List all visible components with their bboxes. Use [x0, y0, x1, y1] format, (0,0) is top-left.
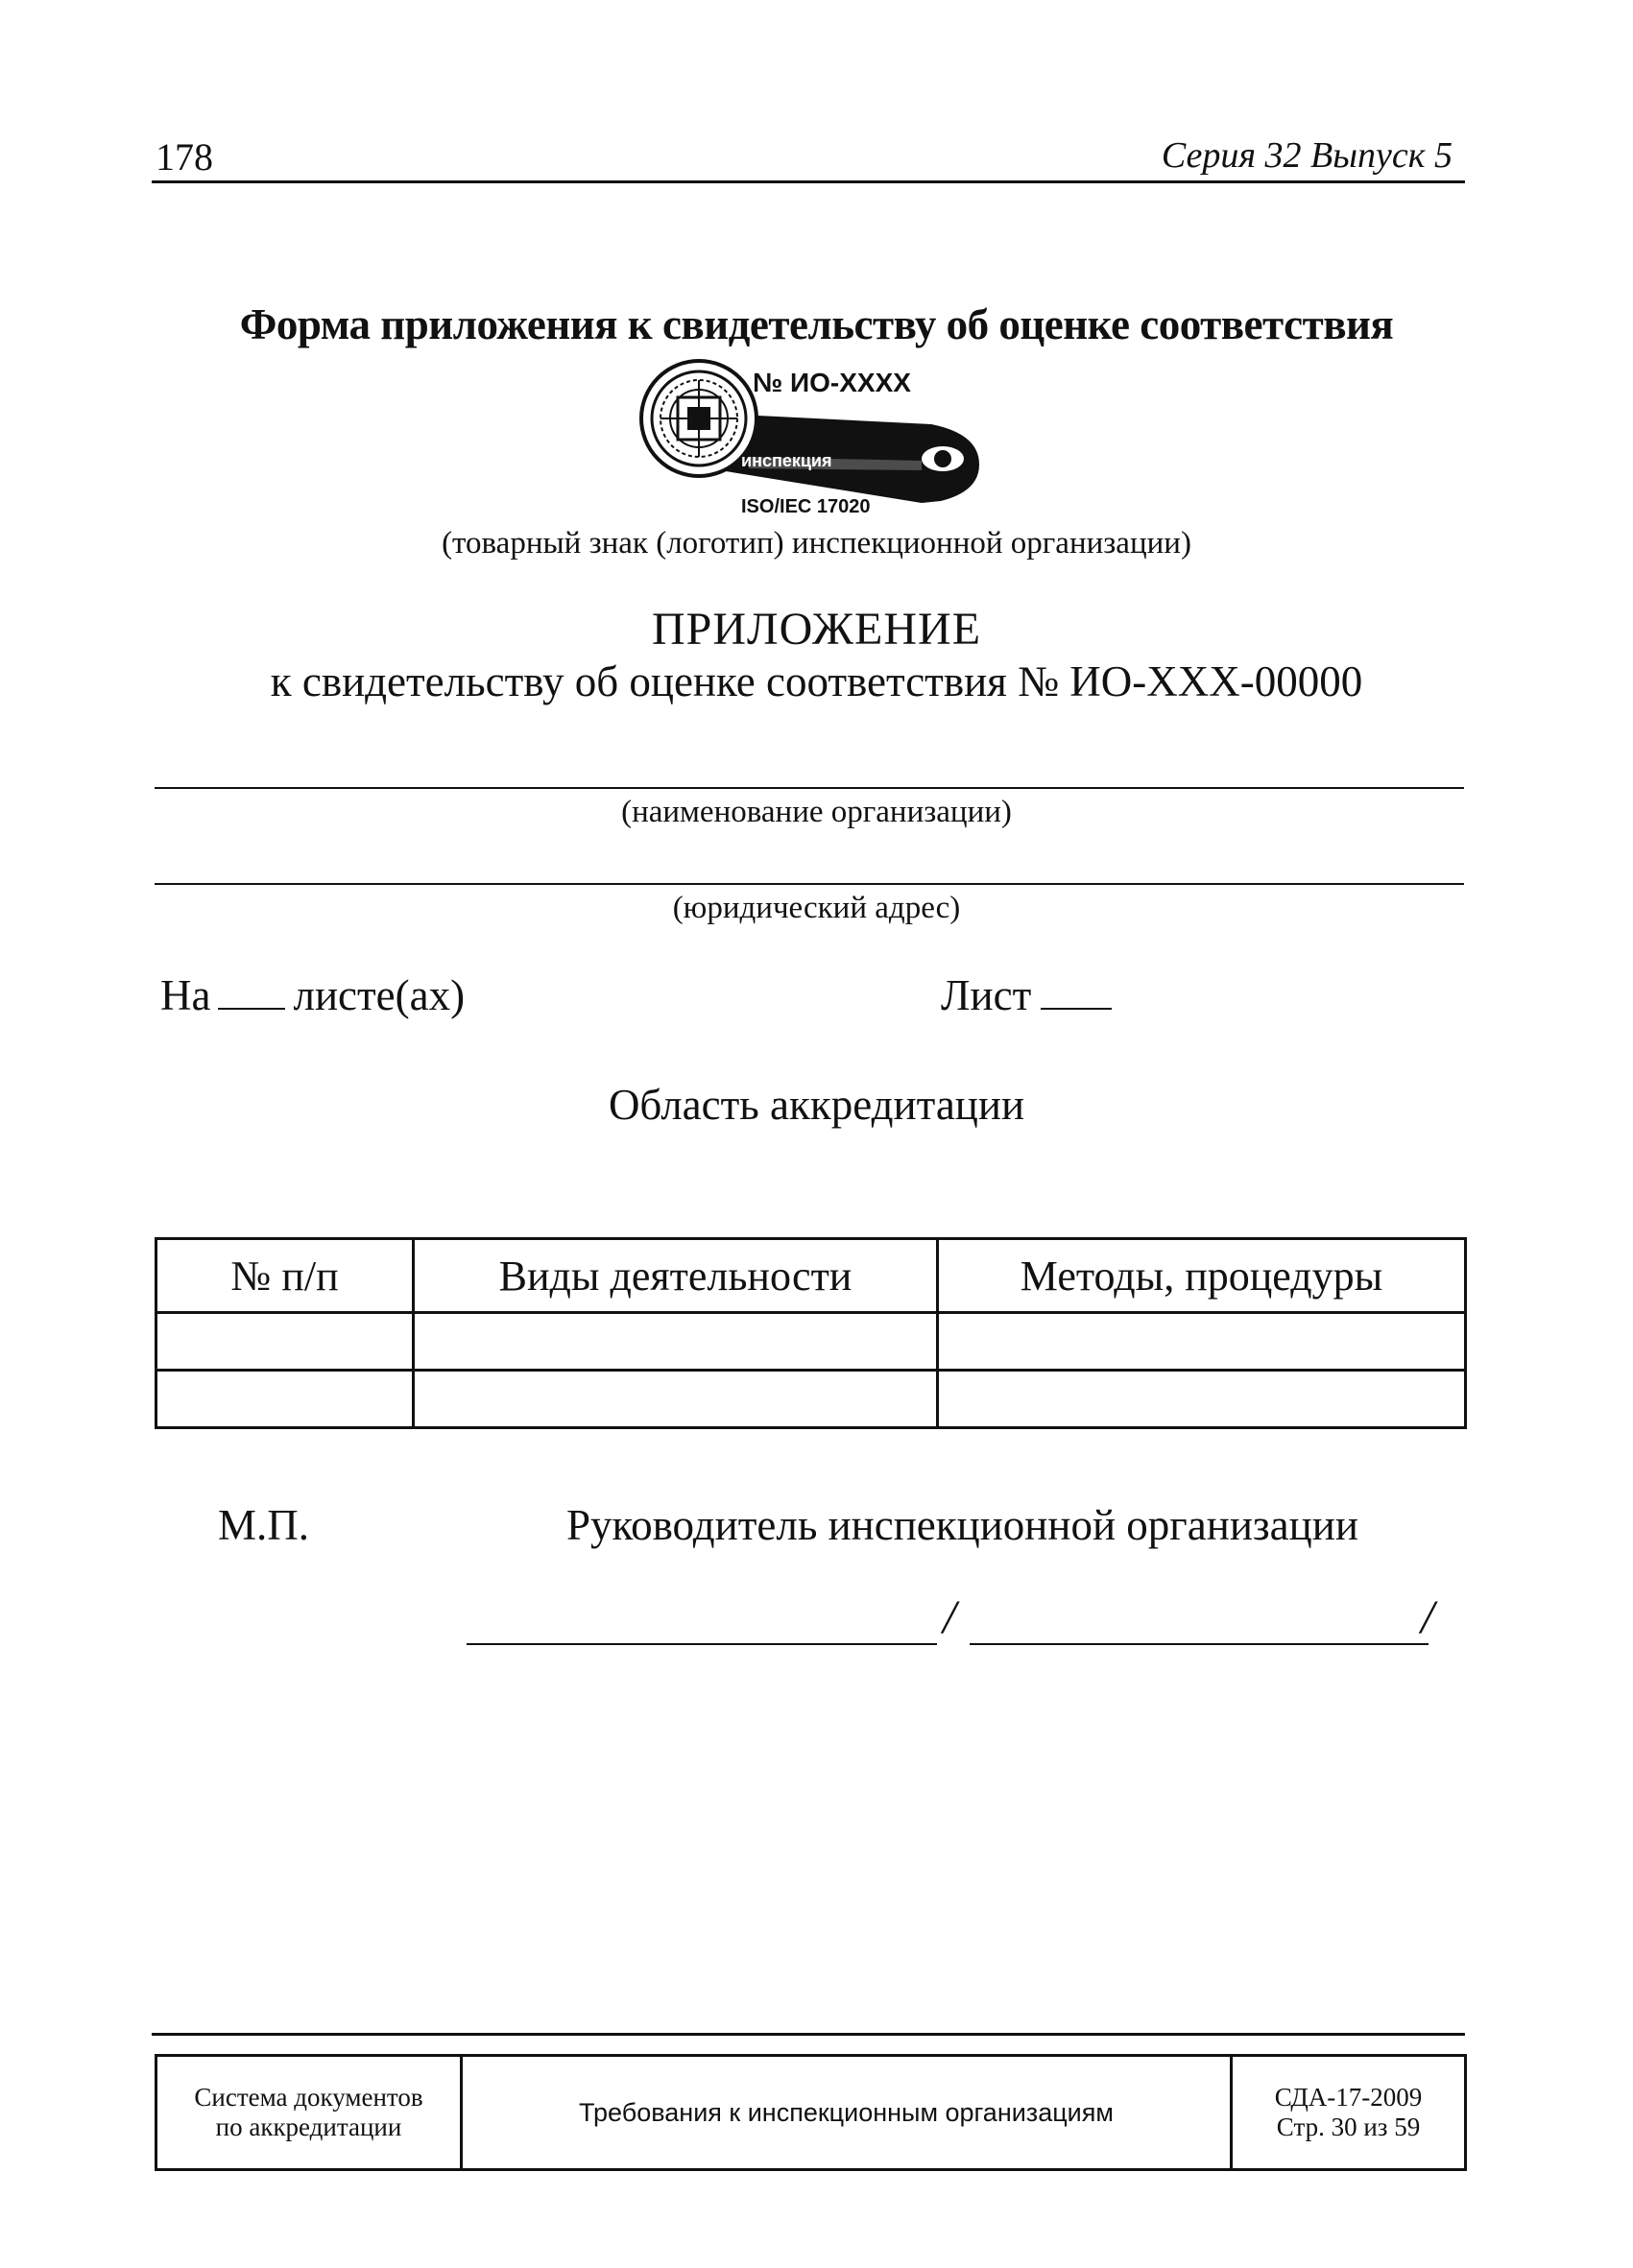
footer-page-of: Стр. 30 из 59 [1276, 2113, 1421, 2141]
table-cell [414, 1313, 938, 1371]
org-name-caption: (наименование организации) [621, 795, 1012, 829]
scope-table [155, 1237, 1467, 1429]
footer-left-line1: Система документов [194, 2083, 423, 2112]
appendix-title: ПРИЛОЖЕНИЕ [651, 604, 982, 655]
series-label: Серия 32 Выпуск 5 [1161, 135, 1453, 176]
table-row [156, 1371, 1466, 1428]
footer-row [156, 2056, 1466, 2170]
sheets-on-suffix: листе(ах) [293, 971, 466, 1019]
sheet-label-text: Лист [941, 971, 1032, 1019]
table-header-row [156, 1239, 1466, 1313]
head-label: Руководитель инспекционной организации [566, 1501, 1358, 1549]
footer-rule [152, 2033, 1465, 2036]
logo-caption: (товарный знак (логотип) инспекционной организации) [442, 526, 1191, 561]
signature-slash: / [943, 1589, 956, 1643]
signature-line [467, 1643, 937, 1645]
stamp-label: М.П. [218, 1501, 310, 1549]
footer-table [155, 2054, 1467, 2171]
scope-title: Область аккредитации [608, 1081, 1025, 1129]
legal-address-caption: (юридический адрес) [672, 891, 961, 925]
appendix-subtitle: к свидетельству об оценке соответствия № ИО-XXX-00000 [270, 657, 1363, 705]
sheets-on-prefix: На [160, 971, 211, 1019]
logo-word-text: инспекция [741, 451, 832, 470]
footer-left-line2: по аккредитации [215, 2113, 402, 2141]
inspection-logo-graphic [634, 357, 989, 520]
table-cell [156, 1371, 414, 1428]
header-activities: Виды деятельности [414, 1239, 938, 1313]
table-cell [938, 1313, 1466, 1371]
header-methods: Методы, процедуры [938, 1239, 1466, 1313]
sheets-count-label [160, 969, 465, 1020]
table-cell [156, 1313, 414, 1371]
legal-address-line [155, 883, 1464, 885]
table-row [156, 1313, 1466, 1371]
signature-slash: / [1421, 1589, 1434, 1643]
org-name-line [155, 787, 1464, 789]
header-rule [152, 180, 1465, 183]
logo-number-text: № ИО-XXXX [753, 368, 911, 397]
header-number: № п/п [156, 1239, 414, 1313]
page-number: 178 [156, 135, 213, 179]
form-title: Форма приложения к свидетельству об оценке соответствия [239, 300, 1394, 348]
sheet-number-blank [1041, 969, 1112, 1010]
footer-right [1232, 2056, 1466, 2170]
signature-name-line [970, 1643, 1429, 1645]
footer-left [156, 2056, 462, 2170]
sheets-count-blank [218, 969, 285, 1010]
table-cell [414, 1371, 938, 1428]
footer-middle: Требования к инспекционным организациям [462, 2056, 1232, 2170]
sheet-number-label [941, 969, 1112, 1020]
logo-standard-text: ISO/IEC 17020 [741, 496, 871, 517]
footer-doc-code: СДА-17-2009 [1274, 2083, 1423, 2112]
table-cell [938, 1371, 1466, 1428]
inspection-logo [634, 357, 989, 520]
